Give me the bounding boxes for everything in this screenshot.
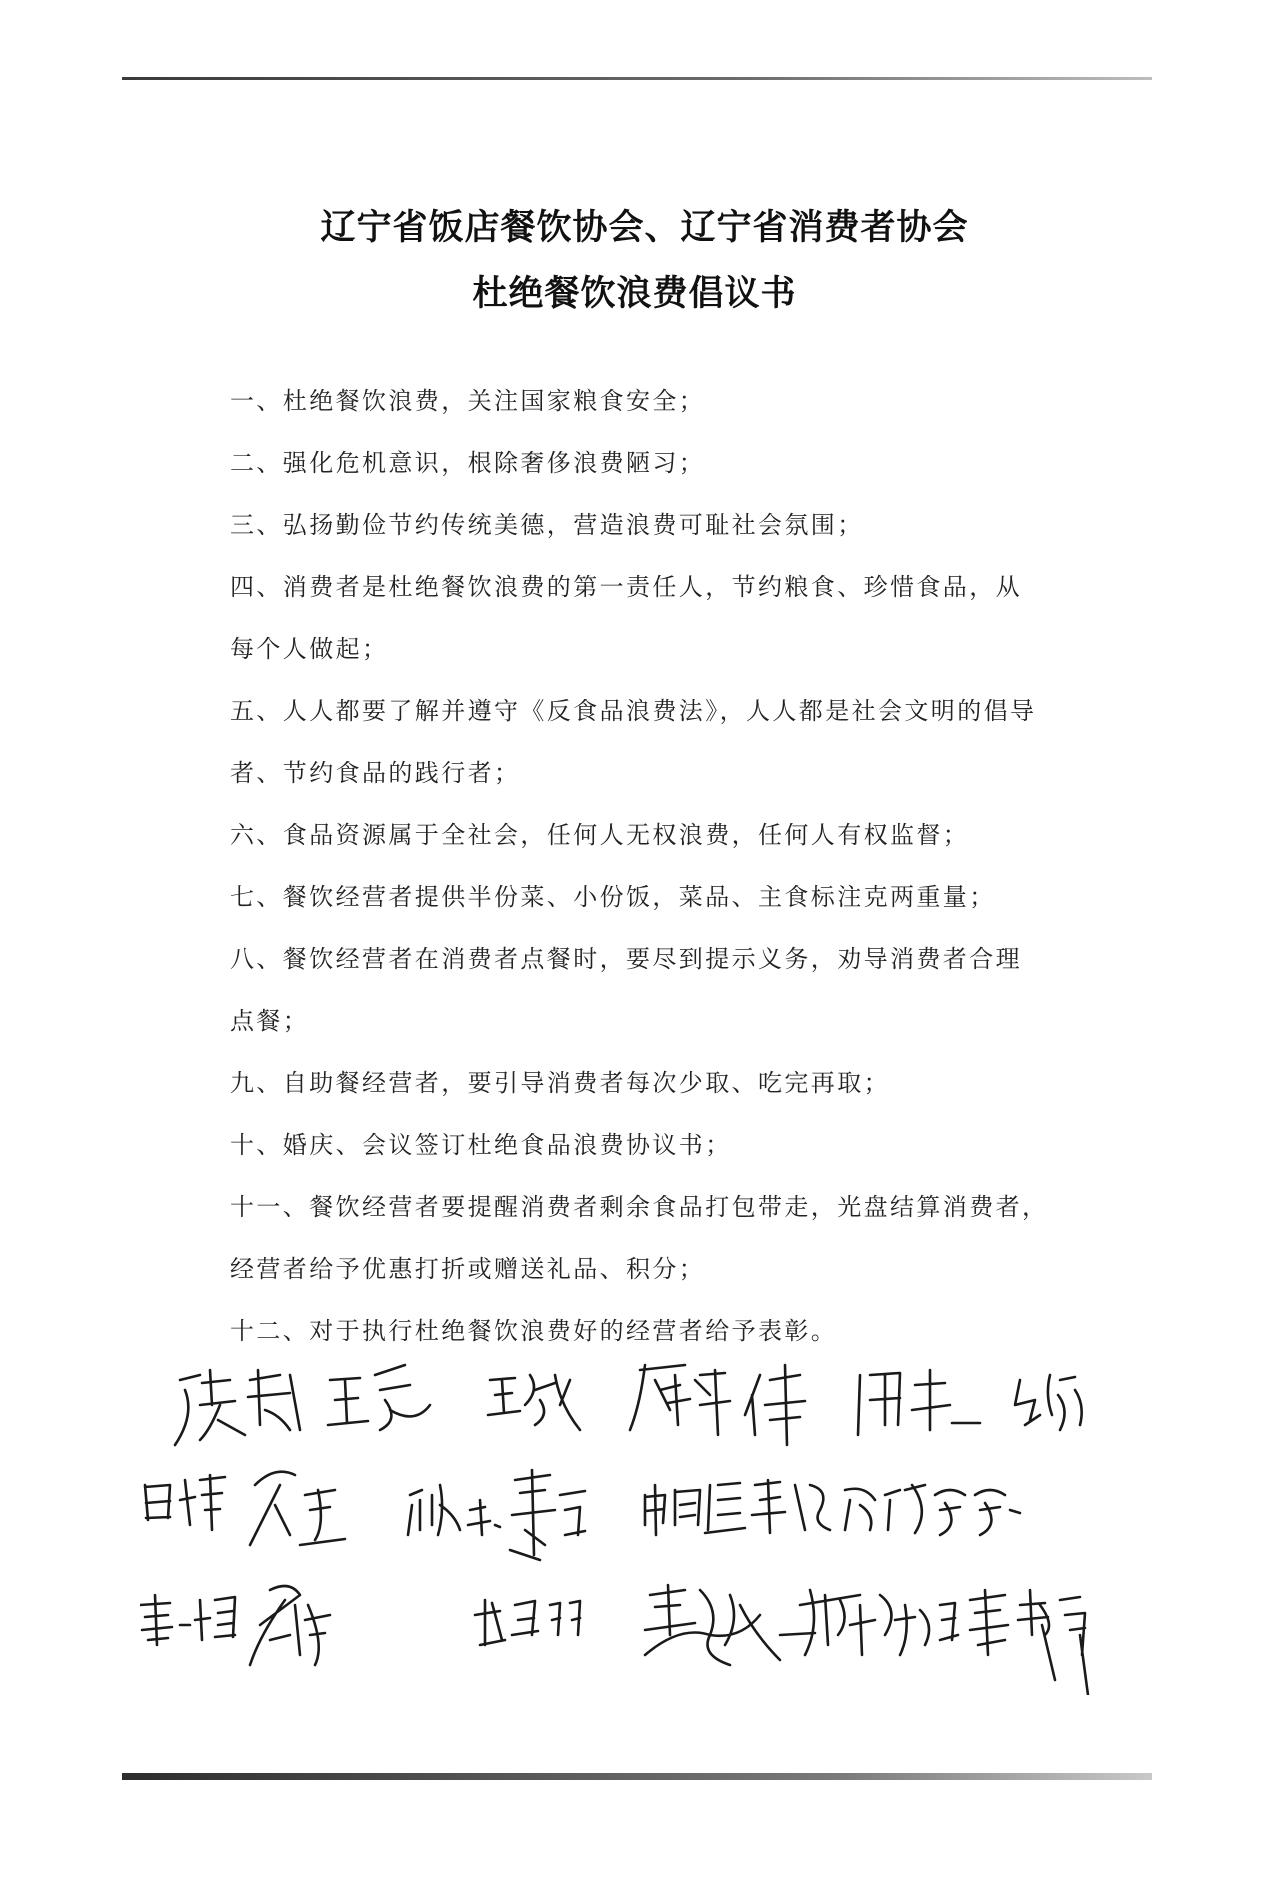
proposal-line: 六、食品资源属于全社会，任何人无权浪费，任何人有权监督； — [230, 821, 970, 849]
proposal-line: 四、消费者是杜绝餐饮浪费的第一责任人，节约粮食、珍惜食品，从 — [230, 573, 1022, 601]
proposal-list — [230, 370, 1050, 1362]
proposal-line: 五、人人都要了解并遵守《反食品浪费法》，人人都是社会文明的倡导 — [230, 697, 1037, 725]
signature — [630, 1365, 730, 1435]
document-title: 辽宁省饭店餐饮协会、辽宁省消费者协会 — [320, 207, 969, 248]
proposal-line: 二、强化危机意识，根除奢侈浪费陋习； — [230, 449, 706, 477]
page-top-edge — [122, 77, 1152, 80]
document-subtitle: 杜绝餐饮浪费倡议书 — [472, 273, 797, 314]
signature — [408, 1485, 500, 1535]
signature — [800, 1590, 929, 1655]
signature — [645, 1585, 815, 1665]
signature — [250, 1472, 345, 1545]
proposal-line: 三、弘扬勤俭节约传统美德，营造浪费可耻社会氛围； — [230, 511, 864, 539]
signature — [645, 1480, 1020, 1535]
signature — [745, 1365, 805, 1445]
proposal-line: 一、杜绝餐饮浪费，关注国家粮食安全； — [230, 387, 706, 415]
proposal-line: 每个人做起； — [230, 635, 389, 663]
proposal-line: 七、餐饮经营者提供半份菜、小份饭，菜品、主食标注克两重量； — [230, 883, 996, 911]
handwritten-signatures — [140, 1335, 1120, 1695]
proposal-line: 经营者给予优惠打折或赠送礼品、积分； — [230, 1255, 706, 1283]
proposal-line: 者、节约食品的践行者； — [230, 759, 521, 787]
signature — [510, 1470, 585, 1560]
signature — [488, 1375, 580, 1430]
proposal-line: 九、自助餐经营者，要引导消费者每次少取、吃完再取； — [230, 1069, 890, 1097]
signature — [175, 1370, 300, 1445]
signature — [940, 1590, 1088, 1695]
proposal-line: 十一、餐饮经营者要提醒消费者剩余食品打包带走，光盘结算消费者， — [230, 1193, 1049, 1221]
signature — [858, 1370, 980, 1435]
signature — [1015, 1375, 1082, 1430]
proposal-line: 八、餐饮经营者在消费者点餐时，要尽到提示义务，劝导消费者合理 — [230, 945, 1022, 973]
page-bottom-edge — [122, 1773, 1152, 1780]
proposal-line: 点餐； — [230, 1007, 310, 1035]
signature — [328, 1365, 430, 1430]
proposal-line: 十、婚庆、会议签订杜绝食品浪费协议书； — [230, 1131, 732, 1159]
signature — [250, 1586, 330, 1665]
proposal-line: 十二、对于执行杜绝餐饮浪费好的经营者给予表彰。 — [230, 1317, 838, 1345]
signature — [145, 1475, 225, 1530]
signature — [140, 1595, 235, 1645]
signature-area — [140, 1335, 1120, 1695]
signature — [475, 1600, 580, 1645]
